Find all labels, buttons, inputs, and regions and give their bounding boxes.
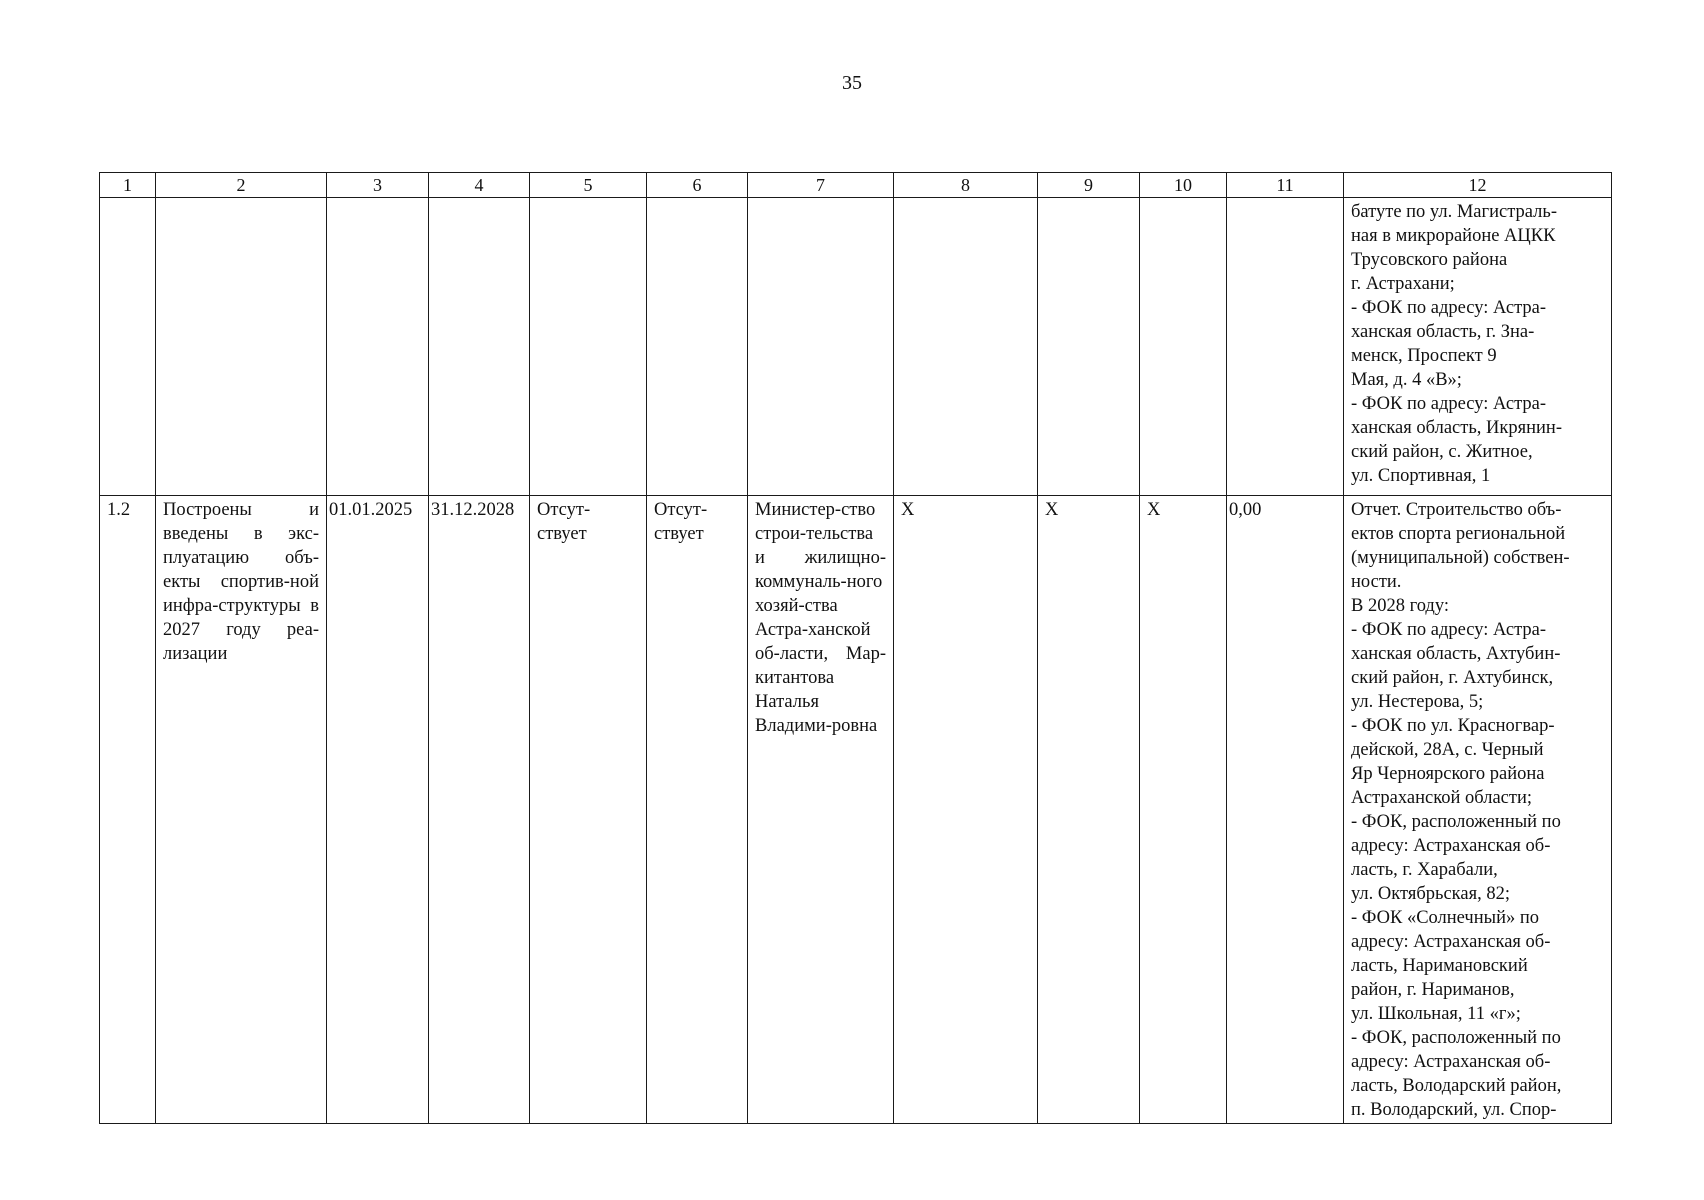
table-cell xyxy=(894,198,1038,496)
text-line: ул. Нестерова, 5; xyxy=(1351,692,1484,712)
column-header: 4 xyxy=(429,173,530,198)
table-cell: X xyxy=(1140,496,1227,1124)
table-cell xyxy=(647,198,748,496)
table-cell xyxy=(1140,198,1227,496)
amount-cell: 0,00 xyxy=(1227,496,1344,1124)
text-line: - ФОК по адресу: Астра- xyxy=(1351,620,1547,640)
text-line: адресу: Астраханская об- xyxy=(1351,836,1551,856)
table-cell: Отсут-ствует xyxy=(530,496,647,1124)
table-header-row xyxy=(100,173,1612,198)
table-cell xyxy=(327,198,429,496)
result-description-cell xyxy=(1344,198,1612,496)
column-header: 8 xyxy=(894,173,1038,198)
text-line: ханская область, г. Зна- xyxy=(1351,322,1535,342)
text-line: ханская область, Ахтубин- xyxy=(1351,644,1561,664)
text-line: В 2028 году: xyxy=(1351,596,1449,616)
start-date-cell: 01.01.2025 xyxy=(327,496,429,1124)
text-line: (муниципальной) собствен- xyxy=(1351,548,1570,568)
column-header: 3 xyxy=(327,173,429,198)
table-cell xyxy=(100,198,156,496)
text-line: адресу: Астраханская об- xyxy=(1351,1052,1551,1072)
text-line: ул. Школьная, 11 «г»; xyxy=(1351,1004,1521,1024)
column-header: 2 xyxy=(156,173,327,198)
column-header: 11 xyxy=(1227,173,1344,198)
text-line: ханская область, Икрянин- xyxy=(1351,418,1562,438)
table-cell: X xyxy=(1038,496,1140,1124)
page-number: 35 xyxy=(842,72,862,94)
text-line: Яр Черноярского района xyxy=(1351,764,1545,784)
table-cell xyxy=(530,198,647,496)
table-cell xyxy=(748,198,894,496)
text-line: Отчет. Строительство объ- xyxy=(1351,500,1562,520)
column-header: 9 xyxy=(1038,173,1140,198)
text-line: - ФОК по адресу: Астра- xyxy=(1351,394,1547,414)
table-cell xyxy=(156,198,327,496)
text-line: ная в микрорайоне АЦКК xyxy=(1351,226,1556,246)
column-header: 10 xyxy=(1140,173,1227,198)
table-row-1-2 xyxy=(100,496,1612,1124)
text-line: ности. xyxy=(1351,572,1402,592)
text-line: батуте по ул. Магистраль- xyxy=(1351,202,1557,222)
result-name-cell: Построены и введены в экс-плуатацию объ-екты спортив-ной инфра-структуры в 2027 году реа-лизации xyxy=(156,496,327,1124)
text-line: адресу: Астраханская об- xyxy=(1351,932,1551,952)
text-line: ский район, с. Житное, xyxy=(1351,442,1533,462)
column-header: 6 xyxy=(647,173,748,198)
plan-table xyxy=(99,172,1612,1124)
text-line: п. Володарский, ул. Спор- xyxy=(1351,1100,1557,1120)
text-line: г. Астрахани; xyxy=(1351,274,1455,294)
text-line: Мая, д. 4 «В»; xyxy=(1351,370,1462,390)
text-line: - ФОК, расположенный по xyxy=(1351,812,1561,832)
column-header: 1 xyxy=(100,173,156,198)
table-cell xyxy=(429,198,530,496)
text-line: ул. Спортивная, 1 xyxy=(1351,466,1491,486)
text-line: менск, Проспект 9 xyxy=(1351,346,1497,366)
text-line: - ФОК «Солнечный» по xyxy=(1351,908,1539,928)
text-line: ул. Октябрьская, 82; xyxy=(1351,884,1511,904)
text-line: ласть, Володарский район, xyxy=(1351,1076,1562,1096)
column-header: 12 xyxy=(1344,173,1612,198)
text-line: Астраханской области; xyxy=(1351,788,1533,808)
text-line: - ФОК по адресу: Астра- xyxy=(1351,298,1547,318)
text-line: ласть, г. Харабали, xyxy=(1351,860,1498,880)
text-line: дейской, 28А, с. Черный xyxy=(1351,740,1544,760)
text-line: ектов спорта региональной xyxy=(1351,524,1566,544)
text-line: ский район, г. Ахтубинск, xyxy=(1351,668,1554,688)
table-cell: X xyxy=(894,496,1038,1124)
table-row-continuation xyxy=(100,198,1612,496)
text-line: - ФОК, расположенный по xyxy=(1351,1028,1561,1048)
end-date-cell: 31.12.2028 xyxy=(429,496,530,1124)
table-cell xyxy=(1227,198,1344,496)
text-line: Трусовского района xyxy=(1351,250,1508,270)
row-number: 1.2 xyxy=(100,496,156,1124)
text-line: ласть, Наримановский xyxy=(1351,956,1528,976)
table-cell: Отсут-ствует xyxy=(647,496,748,1124)
column-header: 5 xyxy=(530,173,647,198)
text-line: - ФОК по ул. Красногвар- xyxy=(1351,716,1555,736)
table-cell xyxy=(1038,198,1140,496)
result-description-cell xyxy=(1344,496,1612,1124)
responsible-cell: Министер-ство строи-тельства и жилищно-коммуналь-ного хозяй-ства Астра-ханской об-ласти, Мар-китантова Наталья Владими-ровна xyxy=(748,496,894,1124)
text-line: район, г. Нариманов, xyxy=(1351,980,1515,1000)
column-header: 7 xyxy=(748,173,894,198)
